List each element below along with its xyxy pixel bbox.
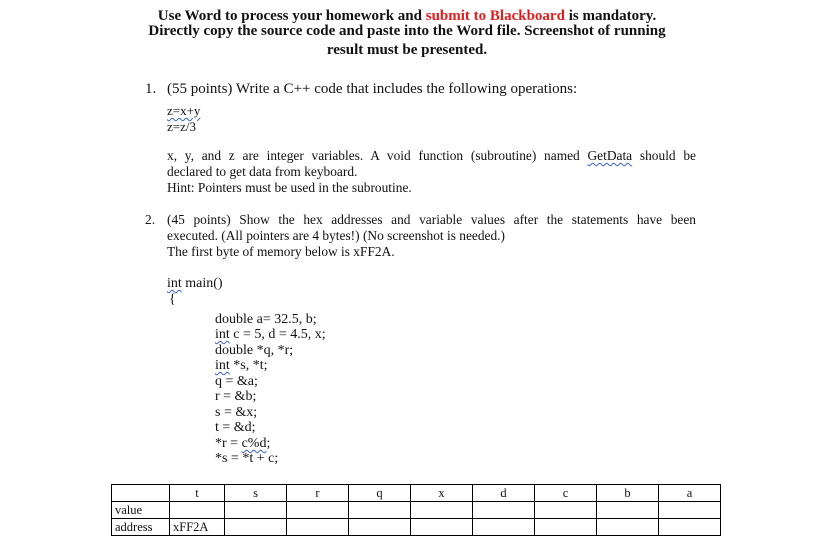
row-label-address: address xyxy=(112,519,170,536)
code-line-8: s = &x; xyxy=(215,405,258,420)
q1-description-line-2: declared to get data from keyboard. xyxy=(167,164,358,179)
code-line-3 xyxy=(215,327,326,343)
code-line-9: t = &d; xyxy=(215,420,256,435)
q1-prompt: (55 points) Write a C++ code that includes the following operations: xyxy=(167,81,578,97)
code-text: *r = xyxy=(215,436,242,451)
code-line-7: r = &b; xyxy=(215,389,257,404)
table-header-cell: s xyxy=(225,485,287,502)
table-cell xyxy=(411,519,473,536)
table-row-value xyxy=(112,502,721,519)
code-keyword: int xyxy=(215,358,230,373)
table-header-cell: d xyxy=(473,485,535,502)
code-expression: c%d xyxy=(241,436,267,451)
code-text: ; xyxy=(266,436,271,451)
code-line-6: q = &a; xyxy=(215,374,258,389)
instructions-text-end: is mandatory. xyxy=(564,8,657,24)
instructions-text: Use Word to process your homework and xyxy=(157,8,426,24)
table-cell xyxy=(473,519,535,536)
table-cell xyxy=(112,485,170,502)
memory-table xyxy=(111,484,721,536)
code-text: c = 5, d = 4.5, x; xyxy=(229,327,326,342)
table-cell xyxy=(349,519,411,536)
code-line-4: double *q, *r; xyxy=(215,343,294,358)
code-line-2: double a= 32.5, b; xyxy=(215,312,317,327)
q2-prompt-line-2: executed. (All pointers are 4 bytes!) (No screenshot is needed.) xyxy=(167,228,505,243)
table-cell xyxy=(349,502,411,519)
code-text: main() xyxy=(181,276,223,291)
table-cell xyxy=(225,502,287,519)
q1-equation-2: z=z/3 xyxy=(167,119,196,134)
table-cell xyxy=(170,502,225,519)
instructions-line-3: result must be presented. xyxy=(326,42,488,58)
table-cell xyxy=(287,502,349,519)
code-line-5 xyxy=(215,358,268,374)
table-header-cell: c xyxy=(535,485,597,502)
table-header-cell: r xyxy=(287,485,349,502)
table-header-cell: b xyxy=(597,485,659,502)
code-keyword: int xyxy=(167,276,182,291)
table-header-cell: q xyxy=(349,485,411,502)
code-line-main xyxy=(167,276,223,292)
q1-equation-1 xyxy=(167,103,200,119)
q1-eq1-text: z=x+y xyxy=(167,103,201,118)
table-cell xyxy=(473,502,535,519)
table-cell xyxy=(535,502,597,519)
table-cell xyxy=(411,502,473,519)
submit-blackboard-highlight: submit to Blackboard xyxy=(425,8,565,24)
table-cell xyxy=(225,519,287,536)
q2-number: 2. xyxy=(145,212,156,227)
table-cell xyxy=(287,519,349,536)
q1-description-line-1 xyxy=(167,148,696,164)
table-header-cell: x xyxy=(411,485,473,502)
table-cell xyxy=(597,502,659,519)
table-cell: xFF2A xyxy=(170,519,225,536)
q2-prompt-line-1: (45 points) Show the hex addresses and variable values after the statements have been xyxy=(167,212,696,227)
q2-prompt-line-3: The first byte of memory below is xFF2A. xyxy=(167,244,395,259)
table-cell xyxy=(659,502,721,519)
table-cell xyxy=(659,519,721,536)
q1-number: 1. xyxy=(145,81,157,97)
instructions-line-2: Directly copy the source code and paste into the Word file. Screenshot of running xyxy=(148,23,666,39)
q1-desc-text: x, y, and z are integer variables. A void function (subroutine) named xyxy=(167,148,588,163)
table-header-cell: t xyxy=(170,485,225,502)
q1-desc-text-end: should be xyxy=(632,148,696,163)
getdata-function-name: GetData xyxy=(587,148,633,163)
table-cell xyxy=(535,519,597,536)
code-line-10 xyxy=(215,436,270,452)
table-header-cell: a xyxy=(659,485,721,502)
table-cell xyxy=(597,519,659,536)
row-label-value: value xyxy=(112,502,170,519)
code-line-11: *s = *t + c; xyxy=(215,451,279,466)
q1-hint: Hint: Pointers must be used in the subroutine. xyxy=(167,180,412,195)
code-line-open-brace: { xyxy=(169,292,176,307)
code-keyword: int xyxy=(215,327,230,342)
table-row-address xyxy=(112,519,721,536)
table-header-row xyxy=(112,485,721,502)
code-text: *s, *t; xyxy=(229,358,268,373)
